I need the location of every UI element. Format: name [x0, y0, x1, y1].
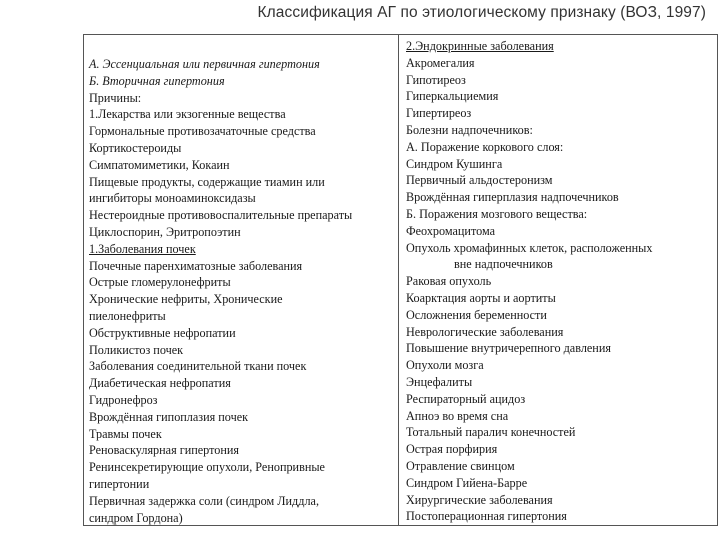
right-column-line: Повышение внутричерепного давления [406, 341, 611, 356]
right-column-line: вне надпочечников [454, 257, 553, 272]
right-column-line: Опухоли мозга [406, 358, 484, 373]
left-column-line: Первичная задержка соли (синдром Лиддла, [89, 493, 319, 508]
right-column-line: Первичный альдостеронизм [406, 173, 553, 188]
left-column-line: пиелонефриты [89, 308, 166, 323]
right-column-line: Врождённая гиперплазия надпочечников [406, 190, 619, 205]
left-column-line: Реноваскулярная гипертония [89, 443, 240, 458]
right-column-line: Постоперационная гипертония [406, 509, 567, 524]
left-column-line: Нестероидные противовоспалительные препараты [89, 208, 353, 223]
left-column-line: Острые гломерулонефриты [89, 275, 231, 290]
right-column-line: Раковая опухоль [406, 274, 492, 289]
left-column-line: 1.Заболевания почек [89, 241, 196, 256]
left-column-line: Заболевания соединительной ткани почек [89, 359, 307, 374]
right-column [406, 38, 718, 525]
left-column-line: 1.Лекарства или экзогенные вещества [89, 107, 286, 122]
right-column-line: Осложнения беременности [406, 307, 547, 322]
left-column-line: Ренинсекретирующие опухоли, Ренопривные [89, 460, 325, 475]
right-column-line: Апноэ во время сна [406, 408, 509, 423]
right-column-line: Синдром Кушинга [406, 156, 503, 171]
left-column-line: Причины: [89, 90, 142, 105]
left-column-line: Циклоспорин, Эритропоэтин [89, 224, 241, 239]
right-column-line: Синдром Гийена-Барре [406, 475, 528, 490]
right-column-line: Энцефалиты [406, 374, 473, 389]
right-column-line: Акромегалия [406, 55, 475, 70]
page-title: Классификация АГ по этиологическому признаку (ВОЗ, 1997) [257, 4, 706, 21]
right-column-line: Гипертиреоз [406, 106, 472, 121]
left-column-line: Кортикостероиды [89, 140, 182, 155]
left-column-line: Симпатомиметики, Кокаин [89, 157, 230, 172]
right-column-line: Б. Поражения мозгового вещества: [406, 206, 588, 221]
right-column-line: Гиперкальциемия [406, 89, 499, 104]
right-column-line: Феохромацитома [406, 223, 496, 238]
left-column-line: Гормональные противозачаточные средства [89, 124, 316, 139]
left-column-line: Почечные паренхиматозные заболевания [89, 258, 303, 273]
left-column-line: ингибиторы моноаминоксидазы [89, 191, 256, 206]
right-column-line: Гипотиреоз [406, 72, 466, 87]
right-column-line: Болезни надпочечников: [406, 122, 533, 137]
right-column-line: А. Поражение коркового слоя: [406, 139, 564, 154]
left-column-line: Травмы почек [89, 426, 162, 441]
right-column-line: Отравление свинцом [406, 458, 515, 473]
left-column-line: Гидронефроз [89, 392, 158, 407]
right-column-line: Коарктация аорты и аортиты [406, 290, 556, 305]
right-column-line: Опухоль хромафинных клеток, расположенных [406, 240, 653, 255]
right-column-line: Хирургические заболевания [406, 492, 553, 507]
right-column-line: Респираторный ацидоз [406, 391, 526, 406]
left-column-line: Хронические нефриты, Хронические [89, 292, 283, 307]
left-column-line: синдром Гордона) [89, 510, 183, 525]
left-column-line: Пищевые продукты, содержащие тиамин или [89, 174, 325, 189]
classification-table [83, 34, 718, 526]
right-column-line: Острая порфирия [406, 442, 498, 457]
right-column-line: 2.Эндокринные заболевания [406, 39, 554, 53]
right-column-line: Тотальный паралич конечностей [406, 425, 576, 440]
left-column-line: Диабетическая нефропатия [89, 376, 231, 391]
left-column-line: Врождённая гипоплазия почек [89, 409, 249, 424]
column-divider [398, 35, 399, 525]
left-column-line: гипертонии [89, 476, 150, 491]
right-column-line: Неврологические заболевания [406, 324, 564, 339]
left-column [89, 56, 395, 526]
left-column-line: Поликистоз почек [89, 342, 184, 357]
left-column-line: Обструктивные нефропатии [89, 325, 236, 340]
left-column-line: Б. Вторичная гипертония [89, 73, 225, 88]
left-column-line: А. Эссенциальная или первичная гипертония [89, 57, 320, 71]
